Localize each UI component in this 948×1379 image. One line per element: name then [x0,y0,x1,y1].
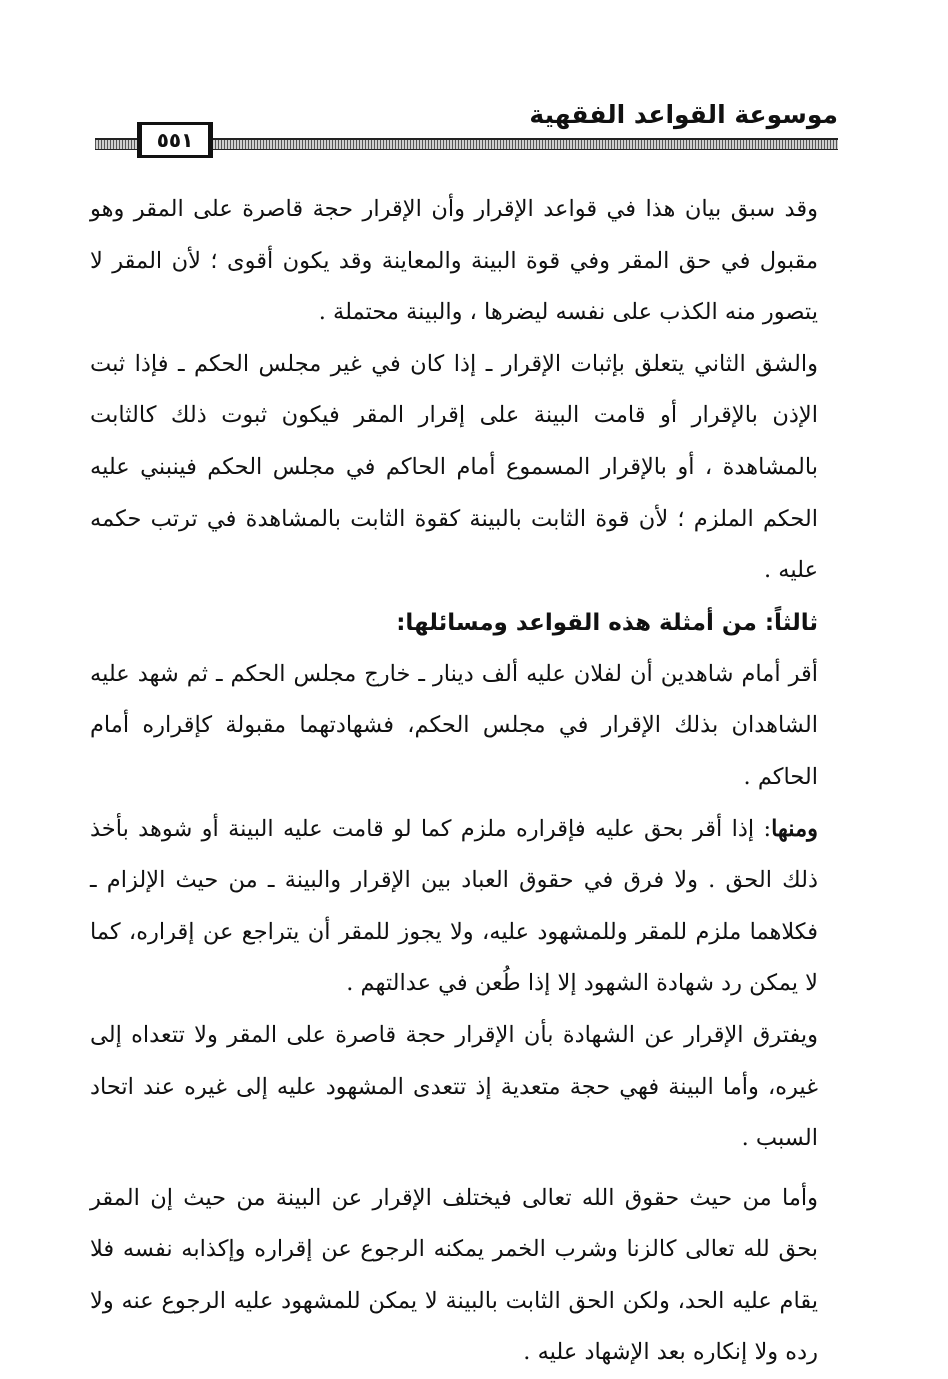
page-body [90,184,818,1379]
paragraph-1: وقد سبق بيان هذا في قواعد الإقرار وأن الإقرار حجة قاصرة على المقر وهو مقبول في حق المقر وفي قوة البينة والمعاينة وقد يكون أقوى ؛ لأن المقر لا يتصور منه الكذب على نفسه ليضرها ، والبينة محتملة . [90,196,818,326]
running-title: موسوعة القواعد الفقهية [529,100,838,129]
page-header [95,100,838,156]
paragraph-4-text: : إذا أقر بحق عليه فإقراره ملزم كما لو قامت عليه البينة أو شوهد بأخذ ذلك الحق . ولا فرق في حقوق العباد بين الإقرار والبينة ـ من حيث الإلزام ـ فكلاهما ملزم للمقر وللمشهود عليه، ولا يجوز للمقر أن يتراجع عن إقراره، كما لا يمكن رد شهادة الشهود إلا إذا طُعن في عدالتهم . [90,815,818,997]
paragraph-4 [90,804,818,1010]
section-heading: ثالثاً: من أمثلة هذه القواعد ومسائلها: [396,609,818,636]
paragraph-4-lead: ومنها [771,815,818,842]
paragraph-3: أقر أمام شاهدين أن لفلان عليه ألف دينار ـ خارج مجلس الحكم ـ ثم شهد عليه الشاهدان بذلك الإقرار في مجلس الحكم، فشهادتهما مقبولة كإقراره أمام الحاكم . [90,660,818,790]
paragraph-2: والشق الثاني يتعلق بإثبات الإقرار ـ إذا كان في غير مجلس الحكم ـ فإذا ثبت الإذن بالإقرار أو قامت البينة على إقرار المقر فيكون ثبوت ذلك كالثابت بالمشاهدة ، أو بالإقرار المسموع أمام الحاكم في مجلس الحكم فينبني عليه الحكم الملزم ؛ لأن قوة الثابت بالبينة كقوة الثابت بالمشاهدة في ترتب حكمه عليه . [90,350,818,584]
paragraph-5: ويفترق الإقرار عن الشهادة بأن الإقرار حجة قاصرة على المقر ولا تتعداه إلى غيره، وأما البينة فهي حجة متعدية إذ تتعدى المشهود عليه إلى غيره عند اتحاد السبب . [90,1021,818,1152]
paragraph-6: وأما من حيث حقوق الله تعالى فيختلف الإقرار عن البينة من حيث إن المقر بحق لله تعالى كالزنا وشرب الخمر يمكنه الرجوع عن إقراره وإكذابه نفسه فلا يقام عليه الحد، ولكن الحق الثابت بالبينة لا يمكن للمشهود عليه الرجوع عنه ولا رده ولا إنكاره بعد الإشهاد عليه . [90,1184,818,1366]
page-number: ٥٥١ [137,122,213,158]
